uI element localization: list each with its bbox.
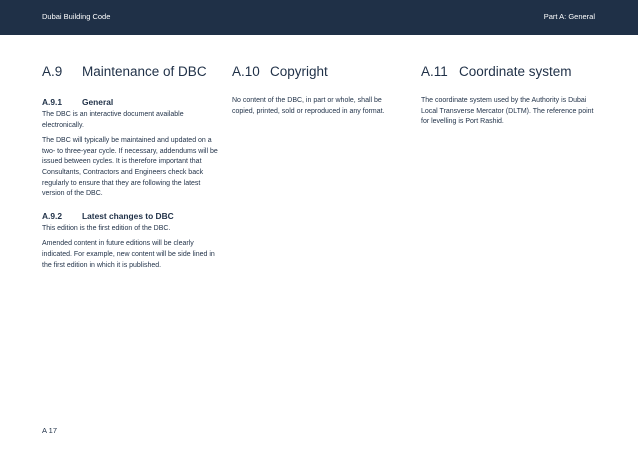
section-number: A.10 — [232, 64, 260, 79]
section-a9 — [42, 64, 220, 271]
section-title: Copyright — [270, 64, 328, 79]
subsection-number: A.9.1 — [42, 97, 63, 107]
section-a11 — [421, 64, 599, 128]
section-title: Coordinate system — [459, 64, 572, 79]
paragraph: The DBC is an interactive document available electronically. — [42, 111, 184, 129]
paragraph: The DBC will typically be maintained and updated on a two- to three-year cycle. If necessary, addendums will be issued between cycles. It is therefore important that Consultants, Contractors and Engineers check back regularly to ensure that they are following the latest version of the DBC. — [42, 137, 218, 198]
section-title: Maintenance of DBC — [82, 64, 207, 79]
document-title: Dubai Building Code — [42, 12, 111, 21]
subsection-title: General — [82, 97, 114, 107]
subsection-heading — [42, 211, 220, 221]
subsection-title: Latest changes to DBC — [82, 210, 174, 221]
part-label: Part A: General — [543, 12, 595, 21]
page-header — [0, 0, 638, 35]
paragraph: This edition is the first edition of the DBC. — [42, 224, 171, 232]
section-heading — [232, 64, 410, 80]
subsection-heading — [42, 97, 220, 107]
page-number: A 17 — [42, 426, 58, 435]
paragraph: No content of the DBC, in part or whole, shall be copied, printed, sold or reproduced in any format. — [232, 97, 385, 115]
section-number: A.11 — [421, 64, 448, 79]
section-heading — [421, 64, 599, 80]
section-heading — [42, 64, 220, 80]
section-number: A.9 — [42, 64, 63, 79]
paragraph: The coordinate system used by the Authority is Dubai Local Transverse Mercator (DLTM). The reference point for levelling is Port Rashid. — [421, 97, 594, 126]
subsection-number: A.9.2 — [42, 210, 63, 221]
paragraph: Amended content in future editions will be clearly indicated. For example, new content will be side lined in the first edition in which it is published. — [42, 240, 215, 269]
section-a10 — [232, 64, 410, 117]
